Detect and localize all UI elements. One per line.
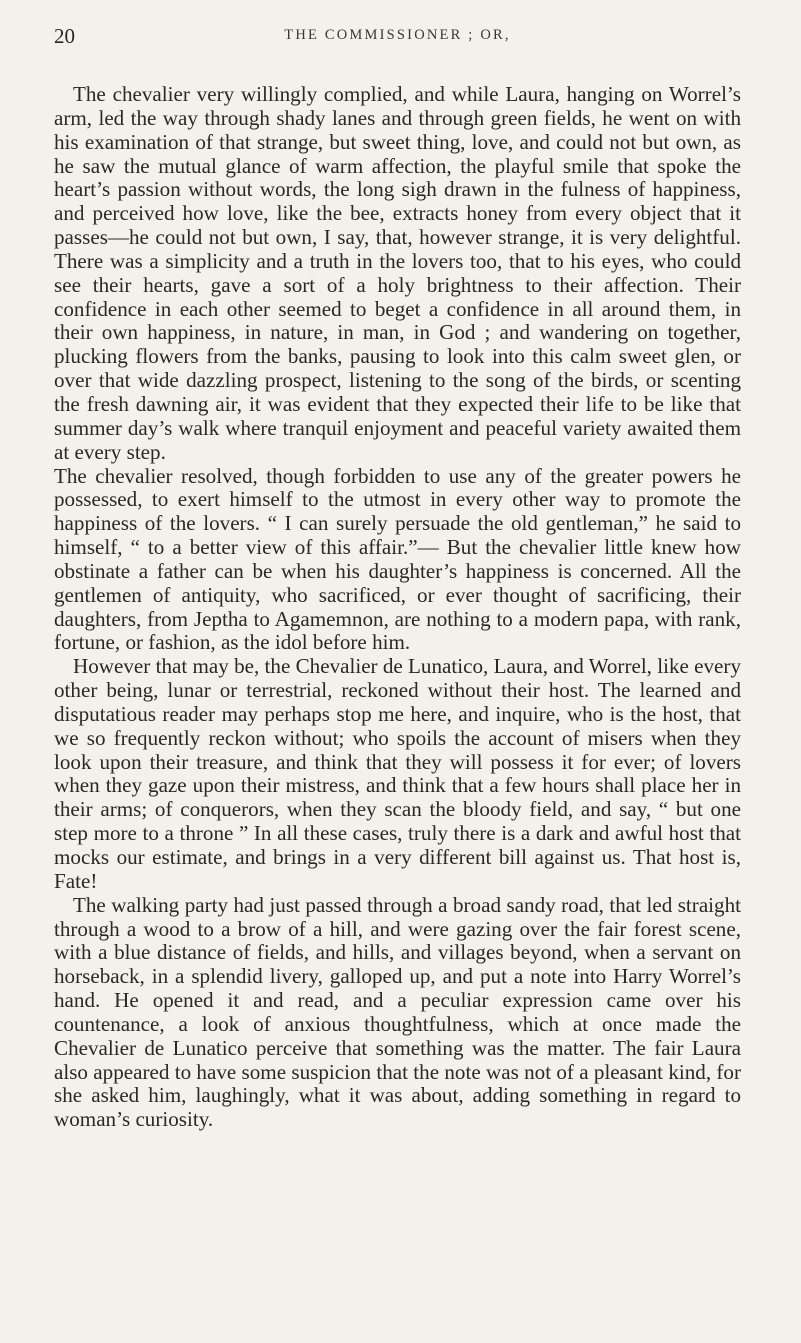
page-number: 20 (54, 24, 75, 48)
running-title: THE COMMISSIONER ; OR, (284, 27, 511, 43)
running-head (54, 24, 741, 48)
page-body (54, 83, 741, 1132)
paragraph-4: The walking party had just passed through a broad sandy road, that led straight through a wood to a brow of a hill, and were gazing over the fair forest scene, with a blue distance of fields, and hills, and villages beyond, when a servant on horseback, in a splendid livery, galloped up, and put a note into Harry Worrel’s hand. He opened it and read, and a peculiar expression came over his countenance, a look of anxious thoughtfulness, which at once made the Chevalier de Lunatico perceive that something was the matter. The fair Laura also appeared to have some suspicion that the note was not of a pleasant kind, for she asked him, laughingly, what it was about, adding something in regard to woman’s curiosity. (54, 892, 741, 1132)
paragraph-1: The chevalier very willingly complied, and while Laura, hanging on Worrel’s arm, led the way through shady lanes and through green fields, he went on with his examination of that strange, but sweet thing, love, and could not but own, as he saw the mutual glance of warm affection, the playful smile that spoke the heart’s passion without words, the long sigh drawn in the fulness of happiness, and perceived how love, like the bee, extracts honey from every object that it passes—he could not but own, I say, that, however strange, it is very delightful. There was a simplicity and a truth in the lovers too, that to his eyes, who could see their hearts, gave a sort of a holy brightness to their affection. Their confidence in each other seemed to beget a confidence in all around them, in their own happiness, in nature, in man, in God ; and wandering on together, plucking flowers from the banks, pausing to look into this calm sweet glen, or over that wide dazzling prospect, listening to the song of the birds, or scenting the fresh dawning air, it was evident that they expected their life to be like that summer day’s walk where tranquil enjoyment and peaceful variety awaited them at every step. (54, 82, 741, 464)
paragraph-3: However that may be, the Chevalier de Lunatico, Laura, and Worrel, like every other being, lunar or terrestrial, reckoned without their host. The learned and disputatious reader may perhaps stop me here, and inquire, who is the host, that we so frequently reckon without; who spoils the account of misers when they look upon their treasure, and think that they will possess it for ever; of lovers when they gaze upon their mistress, and think that a few hours shall place her in their arms; of conquerors, when they scan the bloody field, and say, “ but one step more to a throne ” In all these cases, truly there is a dark and awful host that mocks our estimate, and brings in a very different bill against us. That host is, Fate! (54, 654, 741, 893)
paragraph-2: The chevalier resolved, though forbidden to use any of the greater powers he possessed, to exert himself to the utmost in every other way to promote the happiness of the lovers. “ I can surely persuade the old gentleman,” he said to himself, “ to a better view of this affair.”— But the chevalier little knew how obstinate a father can be when his daughter’s happiness is concerned. All the gentlemen of antiquity, who sacrificed, or ever thought of sacrificing, their daughters, from Jeptha to Agamemnon, are nothing to a modern papa, with rank, fortune, or fashion, as the idol before him. (54, 463, 741, 655)
